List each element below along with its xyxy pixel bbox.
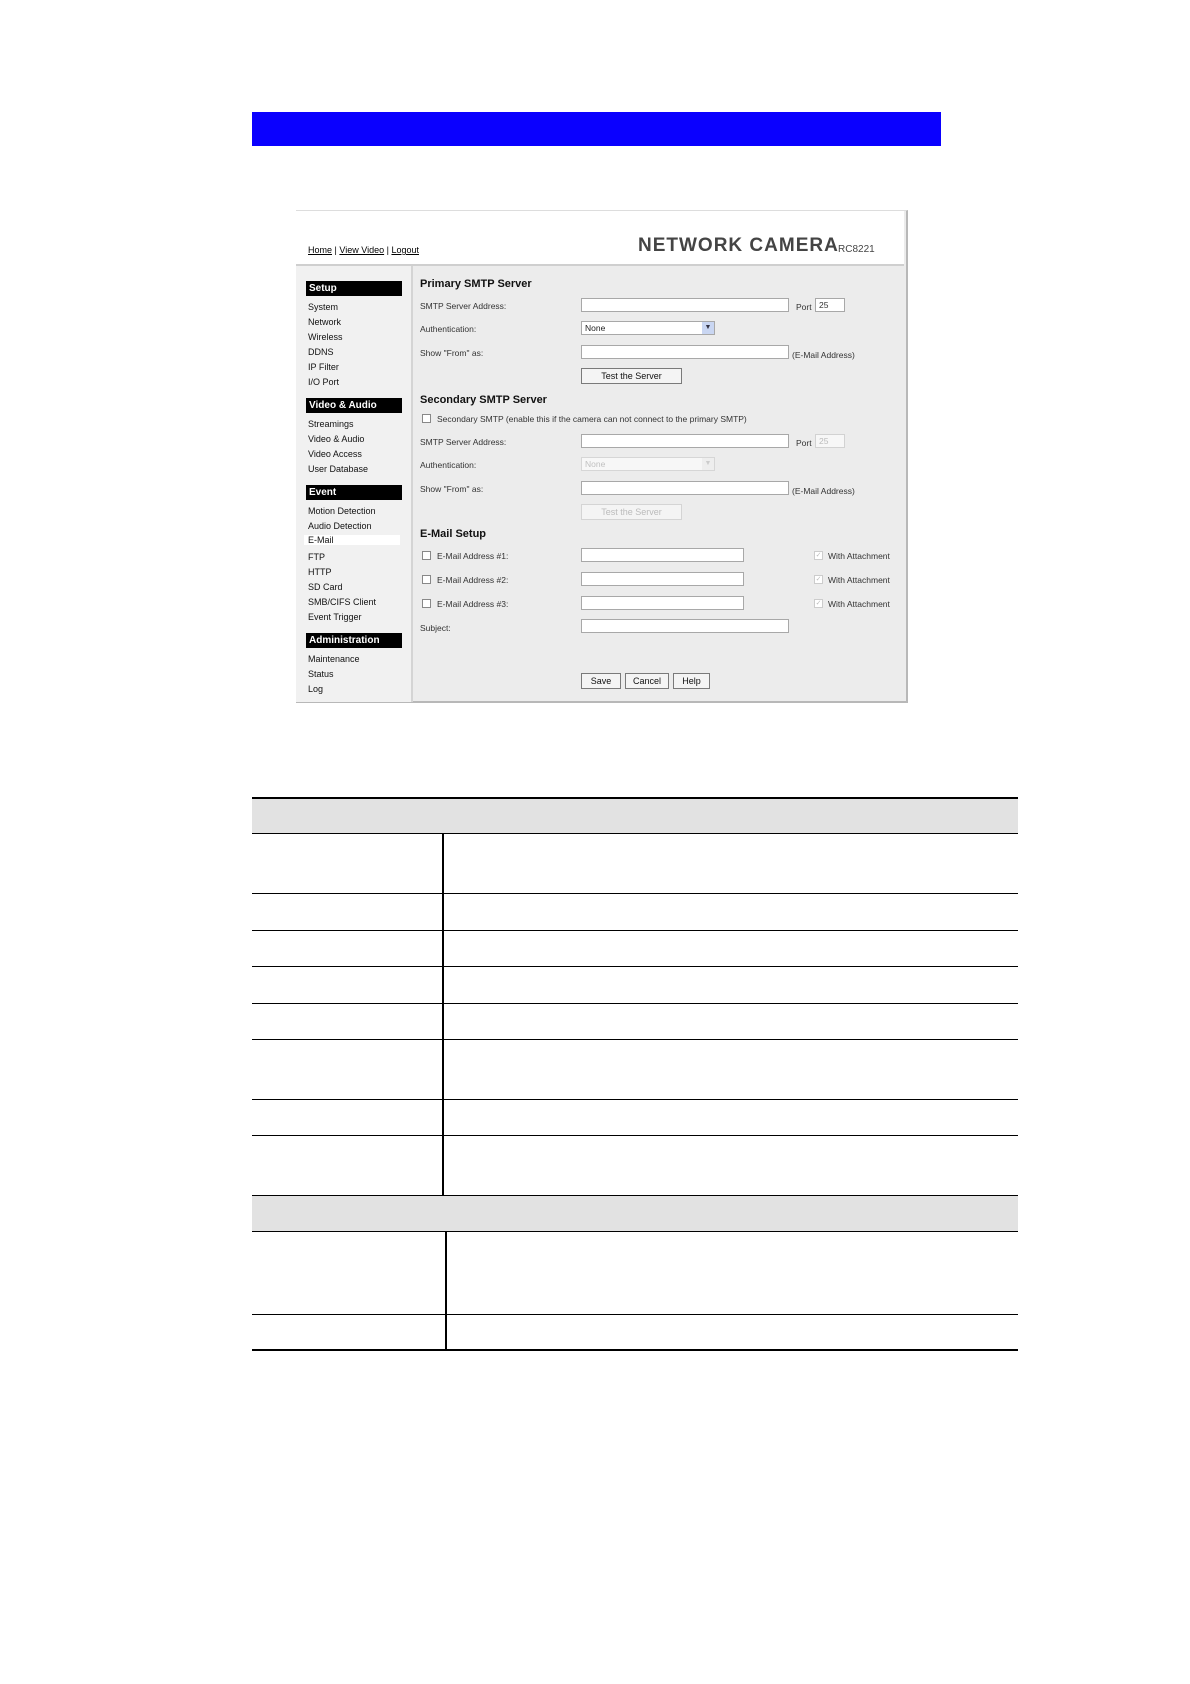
authentication-value: None — [585, 323, 606, 333]
sidebar-item-log[interactable]: Log — [308, 684, 324, 694]
cancel-button[interactable]: Cancel — [625, 673, 669, 689]
sidebar-item-email[interactable]: E-Mail — [304, 535, 400, 545]
table-header — [252, 1195, 1018, 1232]
sidebar-section-setup: Setup — [306, 281, 402, 296]
email-address-hint: (E-Mail Address) — [792, 350, 855, 360]
sidebar-section-event: Event — [306, 485, 402, 500]
table-row — [252, 967, 1018, 1004]
attachment-1-checkbox[interactable]: ✓ — [815, 552, 822, 559]
sidebar-item-network[interactable]: Network — [308, 317, 342, 327]
table-row — [252, 894, 1018, 931]
sidebar-item-video-audio[interactable]: Video & Audio — [308, 434, 365, 444]
secondary-smtp-address-label: SMTP Server Address: — [420, 437, 507, 447]
table-row — [252, 1136, 1018, 1196]
port-label: Port — [796, 302, 812, 312]
chevron-down-icon: ▼ — [702, 458, 714, 470]
secondary-smtp-checkbox[interactable] — [422, 414, 431, 423]
sidebar-item-smb-client[interactable]: SMB/CIFS Client — [308, 597, 377, 607]
secondary-authentication-value: None — [585, 459, 606, 469]
table-row — [252, 1040, 1018, 1100]
smtp-address-input[interactable] — [581, 298, 789, 312]
sidebar-item-wireless[interactable]: Wireless — [308, 332, 343, 342]
sidebar-item-status[interactable]: Status — [308, 669, 334, 679]
table-row — [252, 1315, 1018, 1351]
email-2-input[interactable] — [581, 572, 744, 586]
view-video-link[interactable]: View Video — [339, 245, 385, 255]
sidebar-item-audio-detection[interactable]: Audio Detection — [308, 521, 372, 531]
home-link[interactable]: Home — [308, 245, 333, 255]
table-row — [252, 1232, 1018, 1315]
subject-label: Subject: — [420, 623, 451, 633]
email-setup-title: E-Mail Setup — [420, 528, 487, 540]
sidebar-item-maintenance[interactable]: Maintenance — [308, 654, 360, 664]
smtp-address-label: SMTP Server Address: — [420, 301, 507, 311]
primary-smtp-title: Primary SMTP Server — [420, 278, 532, 290]
help-button[interactable]: Help — [673, 673, 710, 689]
authentication-label: Authentication: — [420, 324, 477, 334]
show-from-label: Show "From" as: — [420, 348, 484, 358]
sidebar-item-user-database[interactable]: User Database — [308, 464, 369, 474]
secondary-port-input[interactable]: 25 — [815, 434, 845, 448]
secondary-show-from-input[interactable] — [581, 481, 789, 495]
authentication-select[interactable] — [581, 321, 715, 335]
chevron-down-icon: ▼ — [702, 322, 714, 334]
sidebar-item-http[interactable]: HTTP — [308, 567, 332, 577]
secondary-authentication-label: Authentication: — [420, 460, 477, 470]
link-separator: | — [334, 245, 337, 255]
camera-header — [296, 211, 904, 266]
secondary-smtp-table — [252, 1195, 1018, 1351]
secondary-show-from-label: Show "From" as: — [420, 484, 484, 494]
model-number: RC8221 — [838, 244, 875, 255]
email-settings-form — [414, 266, 902, 702]
email-3-input[interactable] — [581, 596, 744, 610]
port-input[interactable]: 25 — [815, 298, 845, 312]
sidebar-item-system[interactable]: System — [308, 302, 339, 312]
email-2-checkbox[interactable] — [422, 575, 431, 584]
secondary-smtp-address-input[interactable] — [581, 434, 789, 448]
email-1-label: E-Mail Address #1: — [437, 551, 509, 561]
table-row — [252, 1100, 1018, 1136]
logout-link[interactable]: Logout — [391, 245, 419, 255]
sidebar — [296, 266, 413, 702]
table-row — [252, 1004, 1018, 1040]
sidebar-section-video-audio: Video & Audio — [306, 398, 402, 413]
top-links — [308, 245, 419, 255]
sidebar-item-motion-detection[interactable]: Motion Detection — [308, 506, 376, 516]
sidebar-item-ddns[interactable]: DDNS — [308, 347, 334, 357]
table-row — [252, 931, 1018, 967]
secondary-smtp-title: Secondary SMTP Server — [420, 394, 547, 406]
attachment-3-label: With Attachment — [828, 599, 890, 609]
secondary-authentication-select[interactable] — [581, 457, 715, 471]
email-3-label: E-Mail Address #3: — [437, 599, 509, 609]
show-from-input[interactable] — [581, 345, 789, 359]
sidebar-item-sd-card[interactable]: SD Card — [308, 582, 343, 592]
primary-smtp-table — [252, 797, 1018, 1197]
sidebar-section-administration: Administration — [306, 633, 402, 648]
sidebar-item-ftp[interactable]: FTP — [308, 552, 325, 562]
email-3-checkbox[interactable] — [422, 599, 431, 608]
table-header — [252, 797, 1018, 834]
camera-settings-screenshot — [296, 210, 908, 703]
email-1-input[interactable] — [581, 548, 744, 562]
sidebar-item-streamings[interactable]: Streamings — [308, 419, 354, 429]
secondary-port-label: Port — [796, 438, 812, 448]
attachment-3-checkbox[interactable]: ✓ — [815, 600, 822, 607]
sidebar-item-event-trigger[interactable]: Event Trigger — [308, 612, 362, 622]
link-separator: | — [386, 245, 389, 255]
table-row — [252, 834, 1018, 894]
secondary-test-server-button[interactable]: Test the Server — [581, 504, 682, 520]
save-button[interactable]: Save — [581, 673, 621, 689]
section-title-bar — [252, 112, 941, 146]
sidebar-item-video-access[interactable]: Video Access — [308, 449, 362, 459]
subject-input[interactable] — [581, 619, 789, 633]
brand-title: NETWORK CAMERA — [638, 235, 839, 256]
email-2-label: E-Mail Address #2: — [437, 575, 509, 585]
test-server-button[interactable]: Test the Server — [581, 368, 682, 384]
attachment-2-checkbox[interactable]: ✓ — [815, 576, 822, 583]
sidebar-item-ip-filter[interactable]: IP Filter — [308, 362, 339, 372]
secondary-smtp-enable-label: Secondary SMTP (enable this if the camera can not connect to the primary SMTP) — [437, 414, 747, 424]
attachment-2-label: With Attachment — [828, 575, 890, 585]
attachment-1-label: With Attachment — [828, 551, 890, 561]
email-1-checkbox[interactable] — [422, 551, 431, 560]
secondary-email-address-hint: (E-Mail Address) — [792, 486, 855, 496]
sidebar-item-io-port[interactable]: I/O Port — [308, 377, 340, 387]
